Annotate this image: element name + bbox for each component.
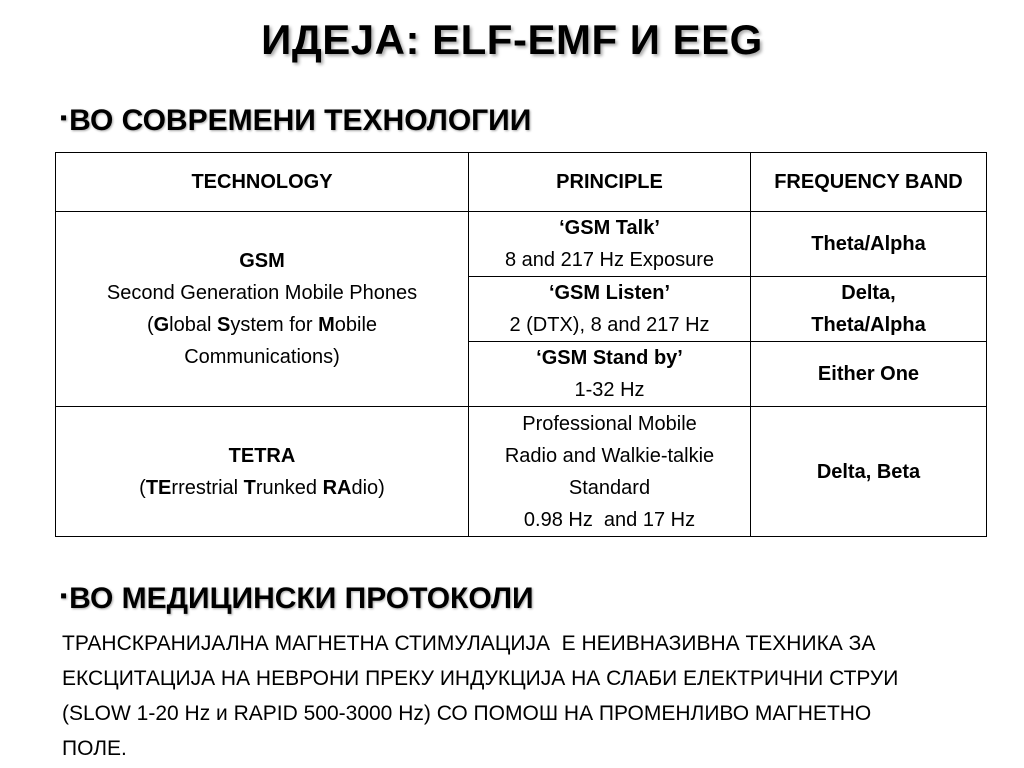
section-heading-technologies — [60, 104, 531, 138]
text-part: ystem for — [230, 314, 319, 336]
table-row — [56, 407, 987, 537]
tetra-name: TETRA — [228, 444, 296, 467]
section-heading-text: ВО МЕДИЦИНСКИ ПРОТОКОЛИ — [69, 582, 534, 615]
square-bullet-icon: ▪ — [60, 585, 68, 607]
principle-title: ‘GSM Listen’ — [548, 282, 671, 304]
tetra-desc — [60, 472, 464, 504]
text-part: ( — [146, 314, 154, 336]
gsm-technology-cell — [56, 212, 469, 407]
text-part-bold: G — [153, 314, 170, 336]
frequency-band-cell — [751, 277, 987, 342]
principle-cell — [469, 407, 751, 537]
frequency-band-cell: Either One — [751, 342, 987, 407]
frequency-band-cell: Theta/Alpha — [751, 212, 987, 277]
slide-title: ИДЕЈА: ELF-EMF И EEG — [261, 16, 763, 63]
band-line: Theta/Alpha — [811, 314, 926, 336]
principle-detail: 2 (DTX), 8 and 217 Hz — [509, 314, 710, 336]
text-part-bold: RA — [322, 476, 352, 499]
gsm-desc-line3: Communications) — [184, 346, 340, 368]
principle-line: Radio and Walkie-talkie — [504, 444, 715, 467]
text-part: ( — [139, 476, 146, 499]
paragraph-line: ПОЛЕ. — [62, 737, 127, 760]
section-heading-text: ВО СОВРЕМЕНИ ТЕХНОЛОГИИ — [69, 104, 532, 137]
principle-cell — [469, 277, 751, 342]
section-heading-medical — [60, 582, 534, 616]
tetra-technology-cell — [56, 407, 469, 537]
technology-table — [55, 152, 987, 537]
principle-line: Professional Mobile — [522, 412, 697, 435]
paragraph-line: ТРАНСКРАНИЈАЛНА МАГНЕТНА СТИМУЛАЦИЈА Е НЕИВНАЗИВНА ТЕХНИКА ЗА — [62, 632, 876, 655]
text-part-bold: T — [243, 476, 256, 499]
text-part-bold: M — [318, 314, 335, 336]
text-part: rrestrial — [171, 476, 244, 499]
principle-detail: 8 and 217 Hz Exposure — [504, 249, 715, 271]
paragraph-line: (SLOW 1-20 Hz и RAPID 500-3000 Hz) СО ПОМОШ НА ПРОМЕНЛИВО МАГНЕТНО — [62, 702, 872, 725]
principle-title: ‘GSM Talk’ — [559, 217, 660, 239]
header-frequency-band: FREQUENCY BAND — [751, 153, 987, 212]
frequency-band-cell: Delta, Beta — [751, 407, 987, 537]
square-bullet-icon: ▪ — [60, 107, 68, 129]
principle-cell — [469, 342, 751, 407]
gsm-name: GSM — [239, 250, 285, 272]
gsm-desc-line2 — [60, 309, 464, 341]
principle-detail: 1-32 Hz — [574, 379, 645, 401]
medical-paragraph — [62, 626, 1012, 766]
paragraph-line: ЕКСЦИТАЦИЈА НА НЕВРОНИ ПРЕКУ ИНДУКЦИЈА НА СЛАБИ ЕЛЕКТРИЧНИ СТРУИ — [62, 667, 899, 690]
text-part-bold: S — [216, 314, 231, 336]
principle-title: ‘GSM Stand by’ — [536, 347, 683, 369]
principle-cell — [469, 212, 751, 277]
principle-line: Standard — [568, 476, 651, 499]
table-row — [56, 212, 987, 277]
text-part: runked — [255, 476, 323, 499]
text-part: dio) — [351, 476, 385, 499]
gsm-desc-line1: Second Generation Mobile Phones — [106, 282, 418, 304]
header-technology: TECHNOLOGY — [56, 153, 469, 212]
principle-line: 0.98 Hz and 17 Hz — [523, 508, 696, 531]
table-header-row — [56, 153, 987, 212]
text-part: obile — [334, 314, 378, 336]
text-part-bold: TE — [145, 476, 172, 499]
header-principle: PRINCIPLE — [469, 153, 751, 212]
band-line: Delta, — [841, 282, 896, 304]
text-part: lobal — [169, 314, 217, 336]
